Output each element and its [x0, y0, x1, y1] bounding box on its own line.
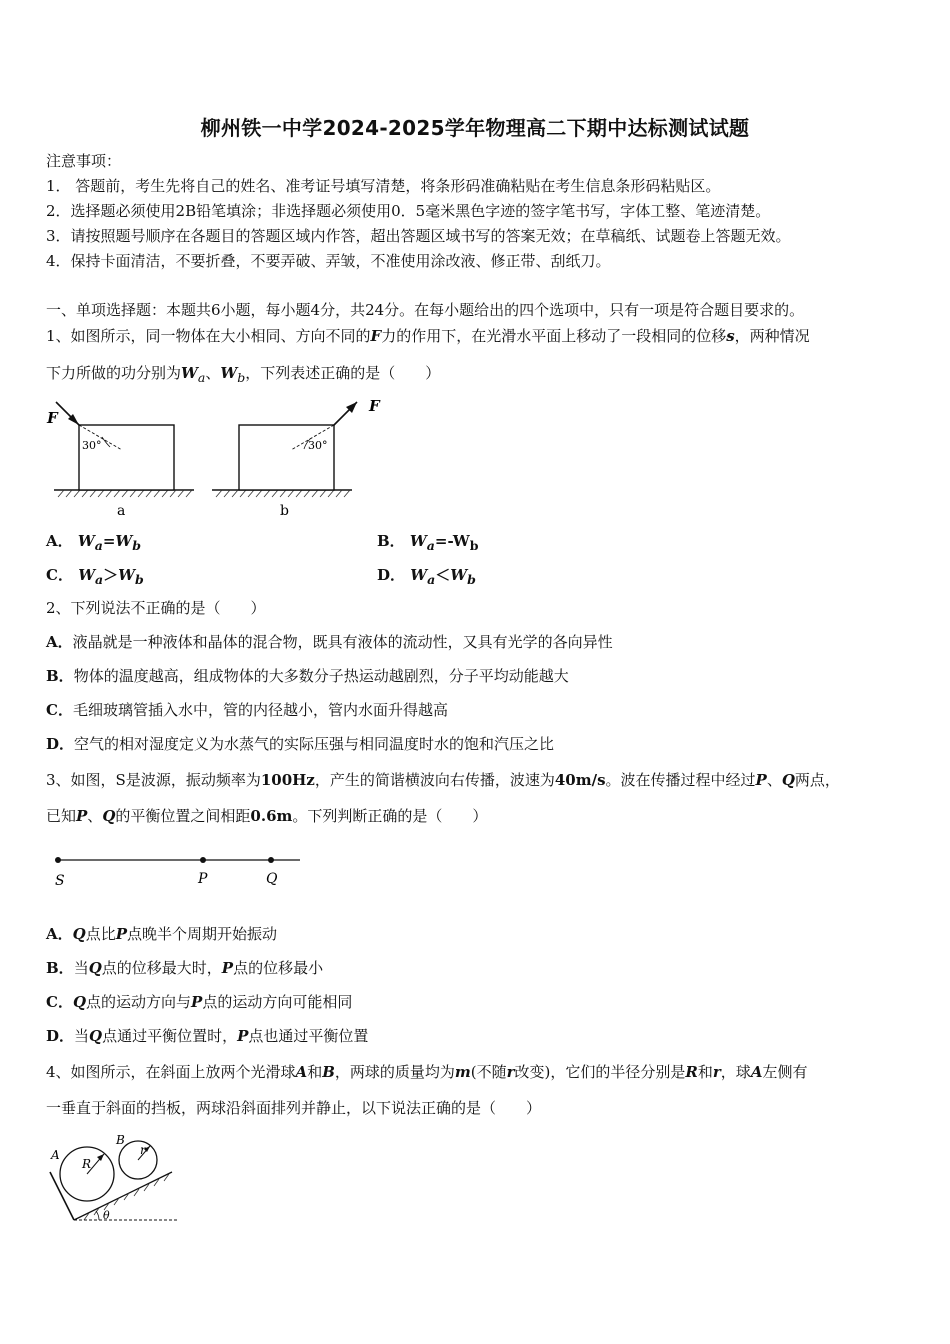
q2-option-c[interactable]: C．毛细玻璃管插入水中，管的内径越小，管内水面升得越高 [46, 701, 448, 719]
q1-stem-line2: 下力所做的功分别为$W_a$、$W_b$，下列表述正确的是（ ） [46, 364, 441, 385]
q2-option-a[interactable]: A．液晶就是一种液体和晶体的混合物，既具有液体的流动性，又具有光学的各向异性 [46, 633, 613, 651]
q1-stem-line1: 1、如图所示，同一物体在大小相同、方向不同的F力的作用下，在光滑水平面上移动了一段相同的位移s，两种情况 [46, 327, 810, 345]
q1-figure-a [46, 402, 194, 519]
q3-stem-line1: 3、如图，S是波源，振动频率为100Hz，产生的简谐横波向右传播，波速为40m/s。波在传播过程中经过P、Q两点， [46, 771, 840, 789]
block-icon [239, 425, 334, 490]
notice-item: 4．保持卡面清洁，不要折叠，不要弄破、弄皱，不准使用涂改液、修正带、刮纸刀。 [46, 252, 611, 270]
label-ball-a: A [51, 1148, 60, 1162]
q1-figure-b [212, 397, 381, 519]
q2-option-d[interactable]: D．空气的相对湿度定义为水蒸气的实际压强与相同温度时水的饱和汽压之比 [46, 735, 555, 753]
label-radius-r-big: R [82, 1157, 92, 1171]
q1-option-a[interactable]: A． $W_a=W_b$ [46, 532, 142, 553]
notice-heading: 注意事项： [46, 152, 122, 170]
point-p-icon [200, 857, 206, 863]
label-radius-r-small: r [140, 1143, 146, 1157]
angle-label: 30° [308, 439, 328, 452]
page-title: 柳州铁一中学2024-2025学年物理高二下期中达标测试试题 [200, 116, 750, 140]
notice-item: 3．请按照题号顺序在各题目的答题区域内作答，超出答题区域书写的答案无效；在草稿纸、试题卷上答题无效。 [46, 227, 791, 245]
q4-stem-line2: 一垂直于斜面的挡板，两球沿斜面排列并静止，以下说法正确的是（ ） [46, 1099, 542, 1117]
force-label: F [369, 397, 380, 415]
label-s: S [55, 873, 65, 889]
q1-option-d[interactable]: D． $W_a<W_b$ [377, 566, 476, 587]
q3-stem-line2: 已知P、Q的平衡位置之间相距0.6m。下列判断正确的是（ ） [46, 807, 488, 825]
label-q: Q [266, 871, 278, 887]
label-p: P [198, 871, 208, 887]
q1-option-c[interactable]: C． $W_a>W_b$ [46, 566, 144, 587]
q2-option-b[interactable]: B．物体的温度越高，组成物体的大多数分子热运动越剧烈，分子平均动能越大 [46, 667, 569, 685]
label-theta: θ [103, 1209, 110, 1222]
q3-option-b[interactable]: B．当Q点的位移最大时，P点的位移最小 [46, 959, 324, 977]
q3-option-a[interactable]: A．Q点比P点晚半个周期开始振动 [46, 925, 278, 943]
section-heading: 一、单项选择题：本题共6小题，每小题4分，共24分。在每小题给出的四个选项中，只有一项是符合题目要求的。 [46, 301, 805, 319]
q2-stem: 2、下列说法不正确的是（ ） [46, 599, 266, 617]
q3-figure [50, 852, 310, 892]
notice-item: 1． 答题前，考生先将自己的姓名、准考证号填写清楚，将条形码准确粘贴在考生信息条形码粘贴区。 [46, 177, 721, 195]
point-q-icon [268, 857, 274, 863]
angle-label: 30° [82, 439, 102, 452]
block-icon [79, 425, 174, 490]
q4-stem-line1: 4、如图所示，在斜面上放两个光滑球A和B，两球的质量均为m(不随r改变)，它们的半径分别是R和r，球A左侧有 [46, 1063, 808, 1081]
force-label: F [47, 409, 58, 427]
q1-option-b[interactable]: B． $W_a=-W_b$ [377, 532, 479, 553]
q1-figure [44, 393, 380, 523]
label-ball-b: B [116, 1133, 125, 1147]
notice-item: 2．选择题必须使用2B铅笔填涂；非选择题必须使用0．5毫米黑色字迹的签字笔书写，字体工整、笔迹清楚。 [46, 202, 771, 220]
figure-label-a: a [117, 503, 126, 519]
q4-figure [44, 1132, 184, 1227]
q3-option-d[interactable]: D．当Q点通过平衡位置时，P点也通过平衡位置 [46, 1027, 369, 1045]
figure-label-b: b [280, 503, 289, 519]
q3-option-c[interactable]: C．Q点的运动方向与P点的运动方向可能相同 [46, 993, 353, 1011]
source-point-icon [55, 857, 61, 863]
